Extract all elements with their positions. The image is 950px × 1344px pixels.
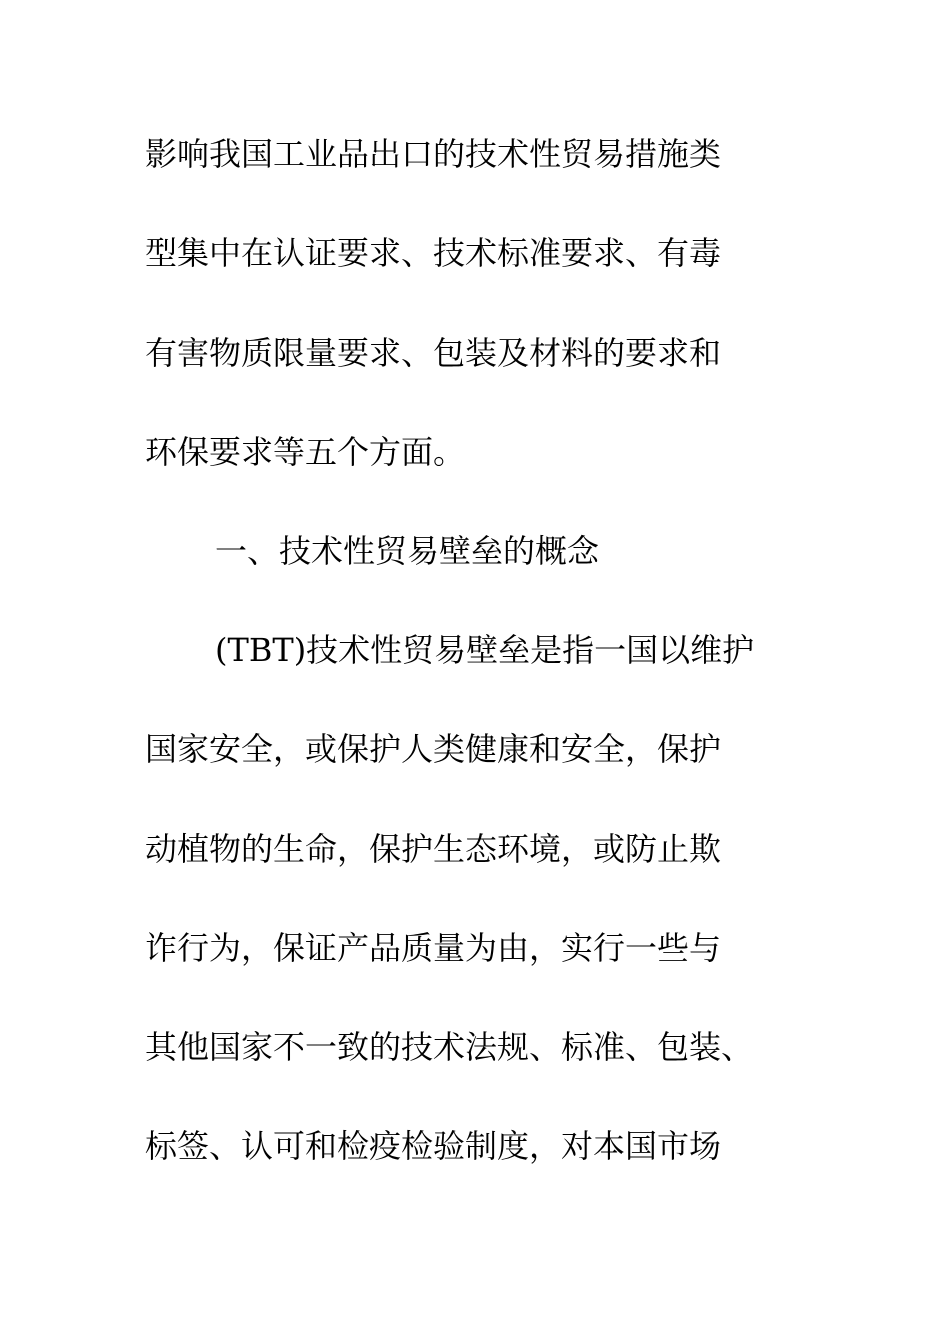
paragraph-1-line-3: 有害物质限量要求、包装及材料的要求和 <box>145 334 722 372</box>
paragraph-2-line-6: 标签、认可和检疫检验制度，对本国市场 <box>145 1127 722 1165</box>
paragraph-1-line-1: 影响我国工业品出口的技术性贸易措施类 <box>145 135 722 173</box>
paragraph-2-line-2: 国家安全，或保护人类健康和安全，保护 <box>145 730 722 768</box>
paragraph-2-line-1: (TBT)技术性贸易壁垒是指一国以维护 <box>215 631 755 669</box>
paragraph-2-line-4: 诈行为，保证产品质量为由，实行一些与 <box>145 929 722 967</box>
paragraph-1-line-2: 型集中在认证要求、技术标准要求、有毒 <box>145 234 722 272</box>
section-heading: 一、技术性贸易壁垒的概念 <box>215 532 600 570</box>
paragraph-1-line-4: 环保要求等五个方面。 <box>145 433 466 471</box>
paragraph-2-line-5: 其他国家不一致的技术法规、标准、包装、 <box>145 1028 754 1066</box>
paragraph-2-line-3: 动植物的生命，保护生态环境，或防止欺 <box>145 830 722 868</box>
